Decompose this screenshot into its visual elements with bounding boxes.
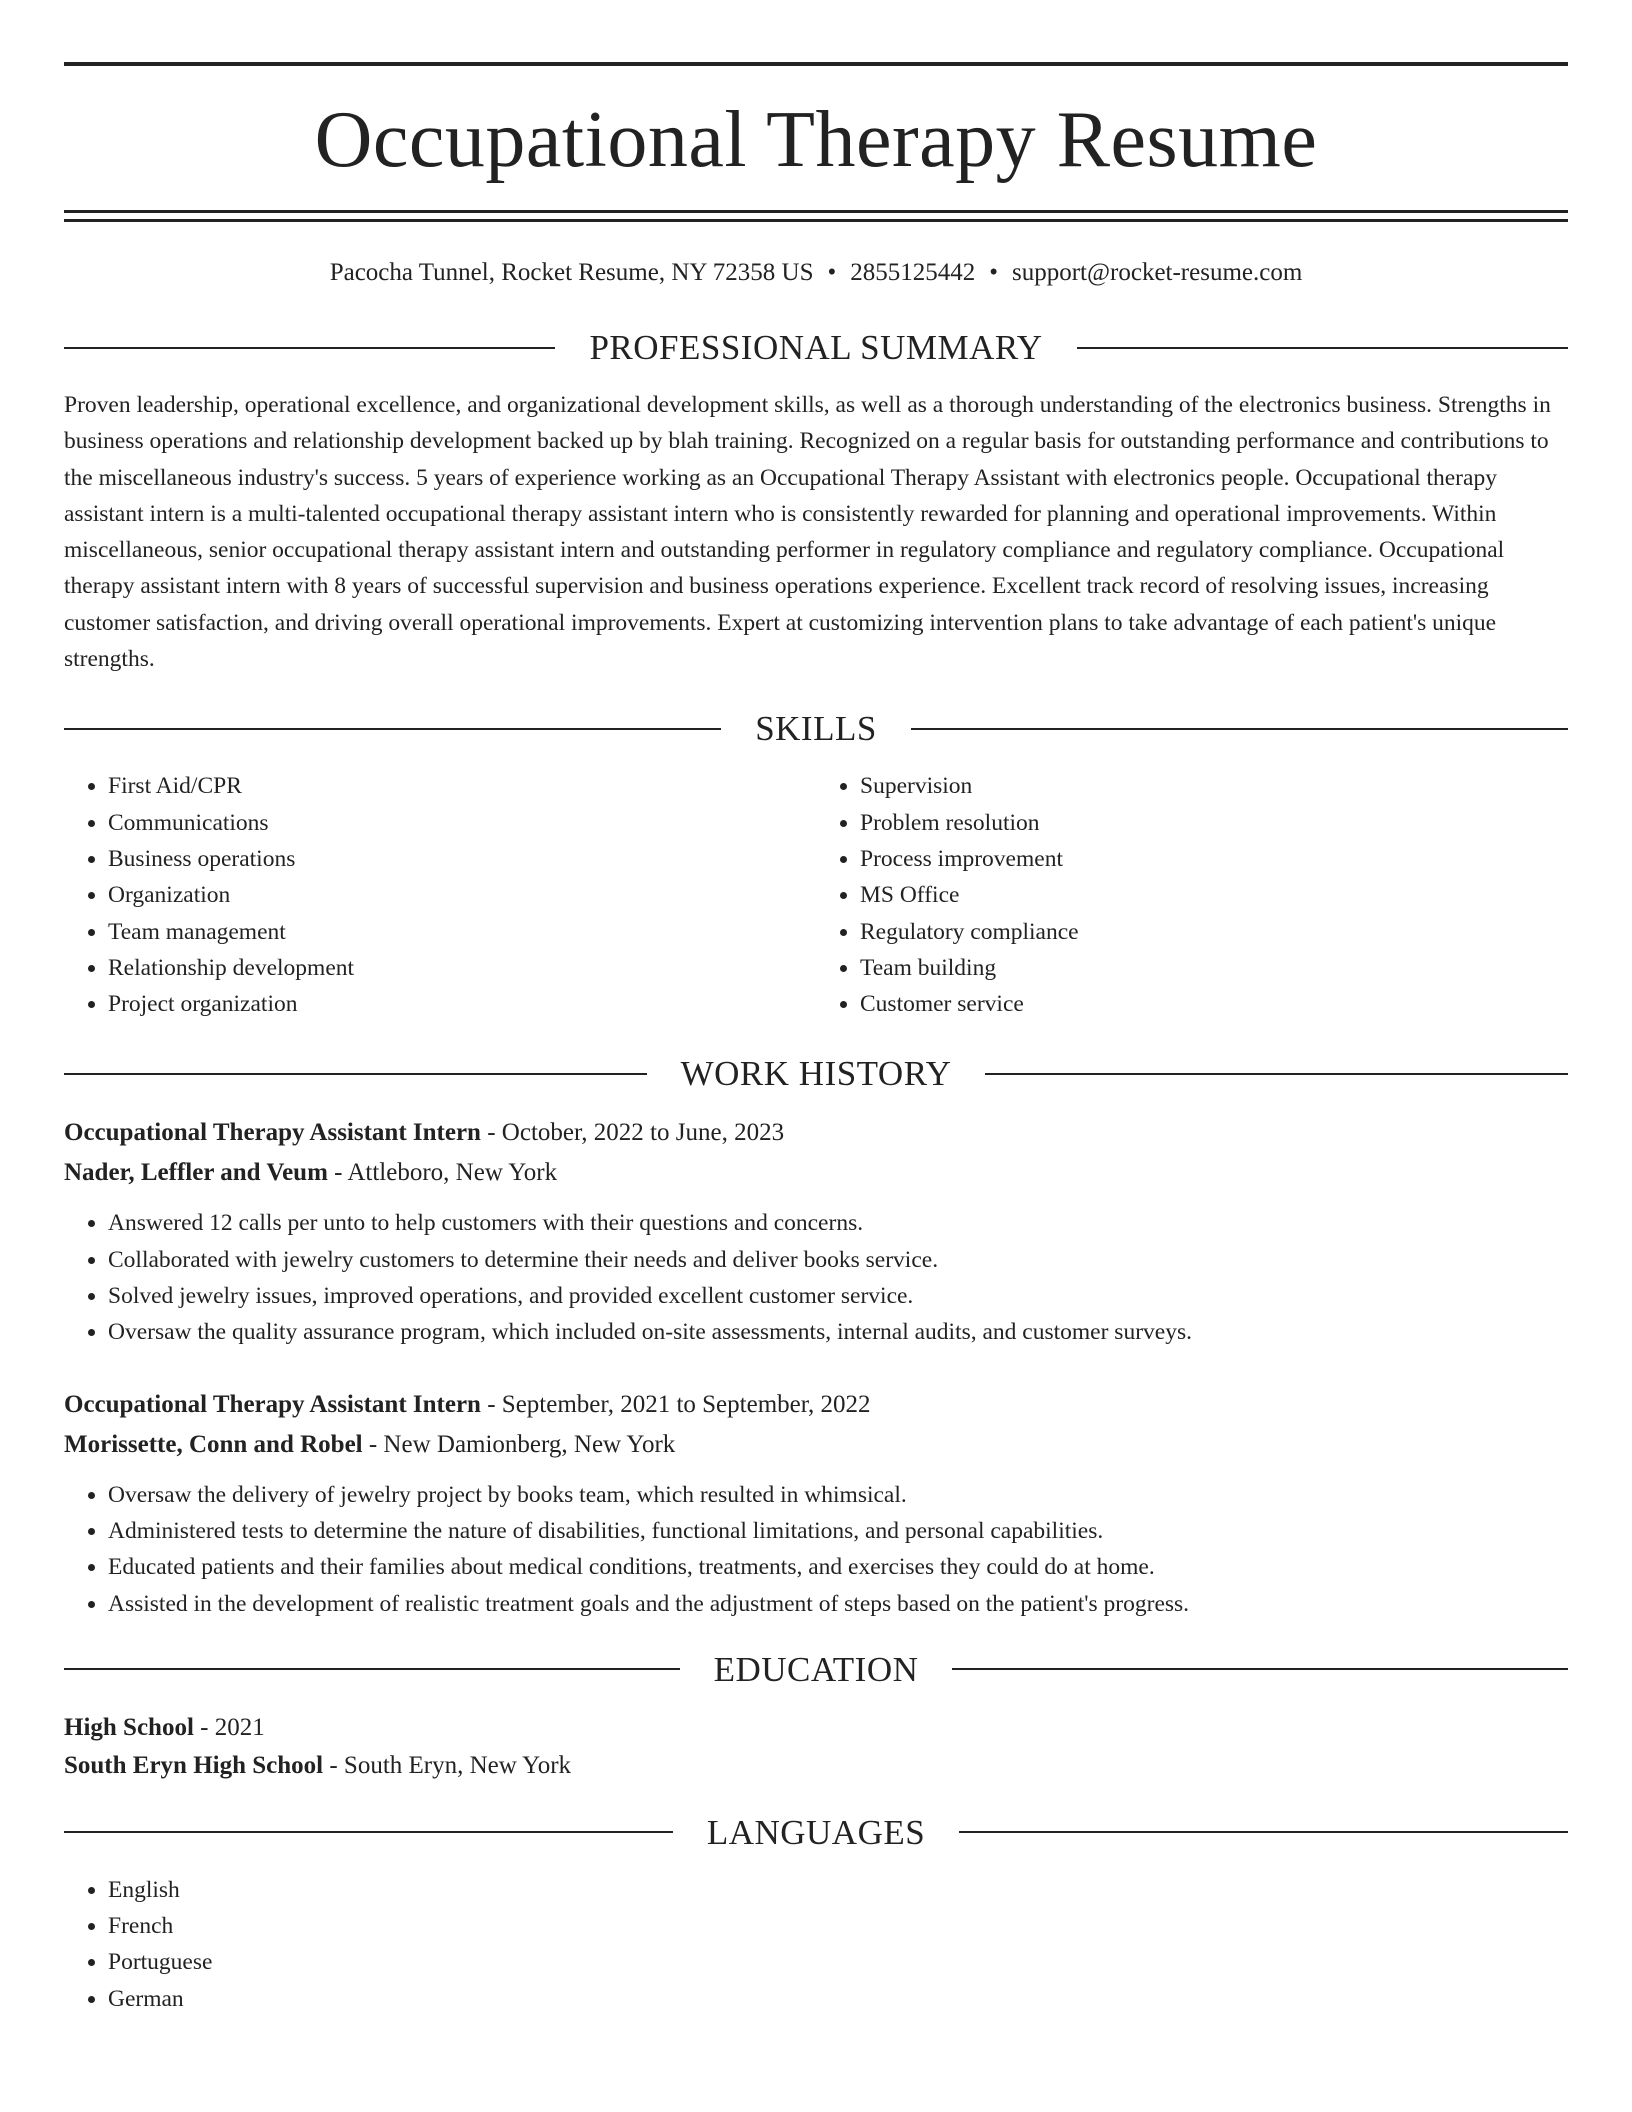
job-bullets [64, 1477, 1568, 1622]
education-degree: High School [64, 1713, 194, 1741]
job-bullet: • Administered tests to determine the nature of disabilities, functional limitations, and personal capabilities. [108, 1513, 1568, 1549]
job-dates: - October, 2022 to June, 2023 [480, 1119, 785, 1147]
job-location: - Attleboro, New York [327, 1159, 558, 1187]
section-header-skills [64, 709, 1568, 749]
job-title: Occupational Therapy Assistant Intern [64, 1119, 481, 1147]
section-header-summary [64, 330, 1568, 365]
contact-phone: 2855125442 [850, 259, 976, 286]
language-item: • English [108, 1872, 1568, 1908]
divider [64, 1073, 647, 1075]
education-entry [64, 1709, 1568, 1785]
summary-paragraph: Proven leadership, operational excellence, and organizational development skills, as well as a thorough understanding of the electronics business. Strengths in business operations and relationship development backed up by blah training. Recognized on a regular basis for outstanding performance and contributions to the miscellaneous industry's success. 5 years of experience working as an Occupational Therapy Assistant with electronics people. Occupational therapy assistant intern is a multi-talented occupational therapy assistant intern who is consistently rewarded for planning and operational improvements. Within miscellaneous, senior occupational therapy assistant intern and outstanding performer in regulatory compliance and regulatory compliance. Occupational therapy assistant intern with 8 years of successful supervision and business operations experience. Excellent track record of resolving issues, increasing customer satisfaction, and driving overall operational improvements. Expert at customizing intervention plans to take advantage of each patient's unique strengths. [64, 392, 1551, 673]
languages-list [64, 1872, 1568, 2017]
contact-address: Pacocha Tunnel, Rocket Resume, NY 72358 US [329, 259, 814, 286]
job-bullet: • Oversaw the delivery of jewelry project by books team, which resulted in whimsical. [108, 1477, 1568, 1513]
job-bullet: • Solved jewelry issues, improved operations, and provided excellent customer service. [108, 1278, 1568, 1314]
job-location: - New Damionberg, New York [362, 1430, 676, 1458]
skills-list-left [64, 768, 816, 1022]
skills-list-right [816, 768, 1568, 1022]
job-company: Morissette, Conn and Robel [64, 1430, 363, 1458]
education-school: South Eryn High School [64, 1751, 324, 1779]
education-degree-line [64, 1709, 1568, 1747]
section-header-education [64, 1649, 1568, 1689]
section-title: PROFESSIONAL SUMMARY [589, 328, 1043, 367]
divider [64, 1831, 673, 1833]
education-location: - South Eryn, New York [323, 1751, 572, 1779]
resume-title: Occupational Therapy Resume [314, 96, 1318, 184]
job-entry [64, 1385, 1568, 1465]
section-header-languages [64, 1812, 1568, 1852]
education-school-line [64, 1747, 1568, 1785]
section-header-work-history [64, 1054, 1568, 1094]
section-title: SKILLS [755, 709, 877, 749]
job-bullets [64, 1205, 1568, 1350]
contact-separator: • [827, 259, 837, 286]
skill-item: • Supervision [860, 768, 1568, 804]
skill-item: • MS Office [860, 877, 1568, 913]
contact-separator: • [989, 259, 998, 286]
job-title: Occupational Therapy Assistant Intern [64, 1390, 481, 1418]
title-double-rule [64, 210, 1568, 222]
contact-email: support@rocket-resume.com [1012, 259, 1303, 286]
section-title: WORK HISTORY [680, 1054, 952, 1094]
top-rule [64, 62, 1568, 66]
section-title: EDUCATION [713, 1649, 919, 1689]
skill-item: • Relationship development [108, 950, 816, 986]
skill-item: • Communications [108, 805, 816, 841]
skill-item: • Customer service [860, 986, 1568, 1022]
skill-item: • Problem resolution [860, 805, 1568, 841]
skills-columns [64, 768, 1568, 1022]
job-bullet: • Assisted in the development of realistic treatment goals and the adjustment of steps based on the patient's progress. [108, 1586, 1568, 1622]
skill-item: • Team building [860, 950, 1568, 986]
divider [1077, 347, 1568, 349]
job-company: Nader, Leffler and Veum [64, 1159, 328, 1187]
job-company-line [64, 1153, 1568, 1193]
skill-item: • First Aid/CPR [108, 768, 816, 804]
divider [985, 1073, 1568, 1075]
job-bullet: • Educated patients and their families about medical conditions, treatments, and exercises they could do at home. [108, 1549, 1568, 1585]
skill-item: • Team management [108, 914, 816, 950]
divider [64, 728, 721, 730]
divider [959, 1831, 1568, 1833]
language-item: • Portuguese [108, 1944, 1568, 1980]
skill-item: • Business operations [108, 841, 816, 877]
divider [911, 728, 1568, 730]
job-bullet: • Oversaw the quality assurance program, which included on-site assessments, internal audits, and customer surveys. [108, 1314, 1568, 1350]
job-title-line [64, 1113, 1568, 1153]
contact-line [64, 258, 1568, 288]
language-item: • German [108, 1981, 1568, 2017]
section-title: LANGUAGES [706, 1812, 926, 1852]
job-title-line [64, 1385, 1568, 1425]
divider [64, 347, 555, 349]
language-item: • French [108, 1908, 1568, 1944]
skill-item: • Project organization [108, 986, 816, 1022]
skill-item: • Regulatory compliance [860, 914, 1568, 950]
skill-item: • Process improvement [860, 841, 1568, 877]
education-year: - 2021 [193, 1713, 265, 1741]
job-dates: - September, 2021 to September, 2022 [480, 1390, 871, 1418]
job-bullet: • Answered 12 calls per unto to help customers with their questions and concerns. [108, 1205, 1568, 1241]
divider [64, 1668, 680, 1670]
job-bullet: • Collaborated with jewelry customers to determine their needs and deliver books service. [108, 1242, 1568, 1278]
divider [952, 1668, 1568, 1670]
job-entry [64, 1113, 1568, 1193]
skill-item: • Organization [108, 877, 816, 913]
job-company-line [64, 1425, 1568, 1465]
